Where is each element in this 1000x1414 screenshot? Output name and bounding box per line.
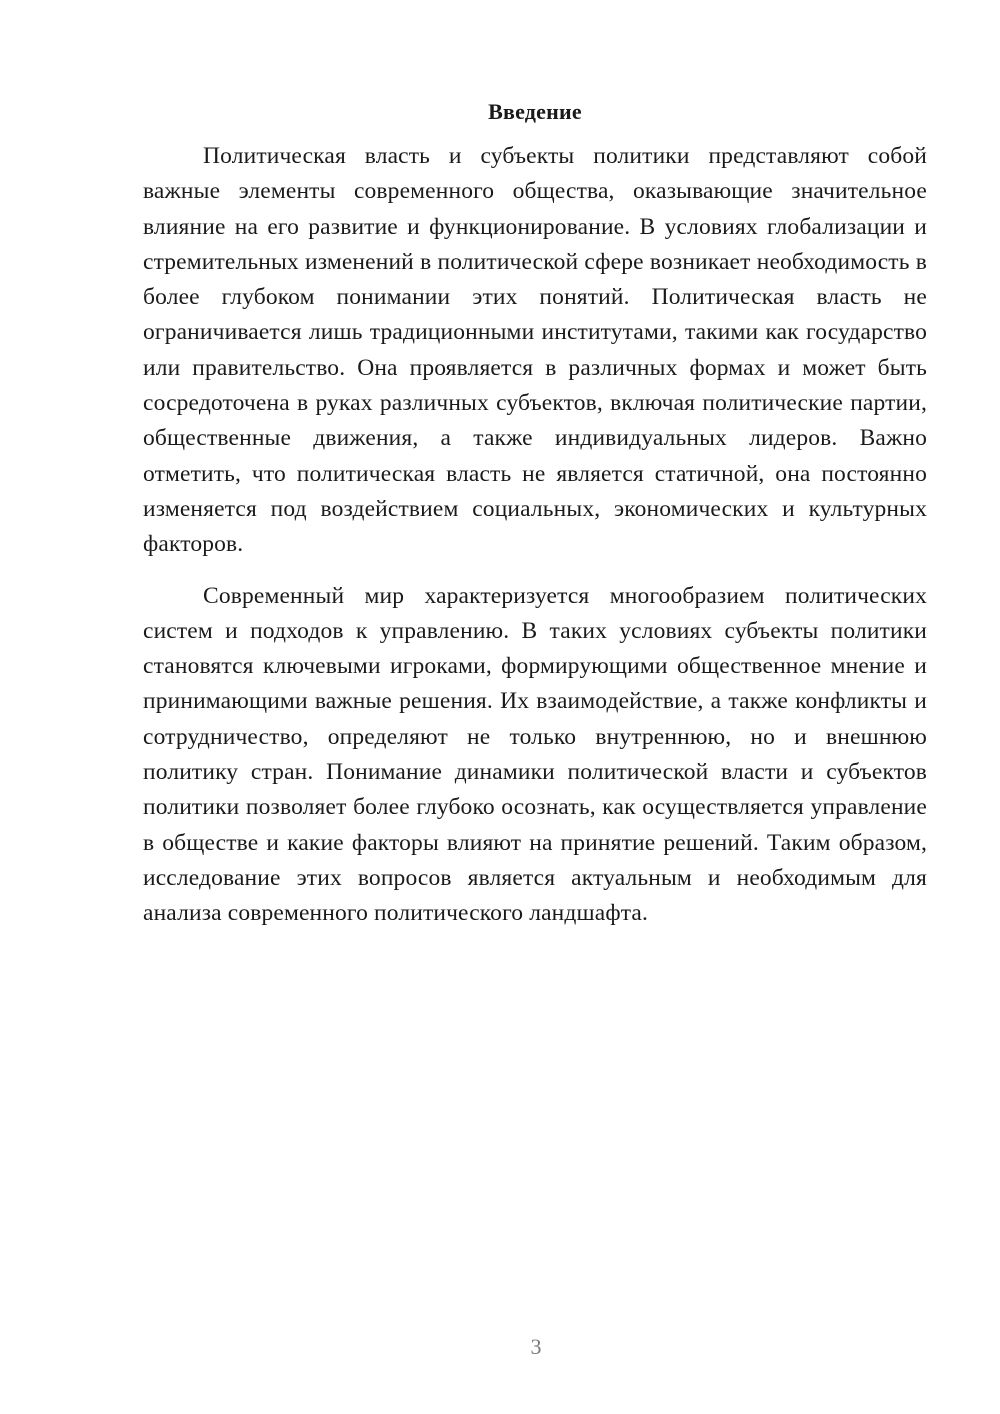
paragraph-1: Политическая власть и субъекты политики представляют собой важные элементы современного общества, оказывающие значительное влияние на его развитие и функционирование. В условиях глобализации и стремительных изменений в политической сфере возникает необходимость в более глубоком понимании этих понятий. Политическая власть не ограничивается лишь традиционными институтами, такими как государство или правительство. Она проявляется в различных формах и может быть сосредоточена в руках различных субъектов, включая политические партии, общественные движения, а также индивидуальных лидеров. Важно отметить, что политическая власть не является статичной, она постоянно изменяется под воздействием социальных, экономических и культурных факторов.	[143, 143, 927, 558]
page-content	[143, 97, 927, 932]
section-heading: Введение	[488, 99, 582, 124]
paragraph-2: Современный мир характеризуется многообразием политических систем и подходов к управлению. В таких условиях субъекты политики становятся ключевыми игроками, формирующими общественное мнение и принимающими важные решения. Их взаимодействие, а также конфликты и сотрудничество, определяют не только внутреннюю, но и внешнюю политику стран. Понимание динамики политической власти и субъектов политики позволяет более глубоко осознать, как осуществляется управление в обществе и какие факторы влияют на принятие решений. Таким образом, исследование этих вопросов является актуальным и необходимым для анализа современного политического ландшафта.	[143, 582, 927, 927]
page-number: 3	[530, 1334, 542, 1359]
